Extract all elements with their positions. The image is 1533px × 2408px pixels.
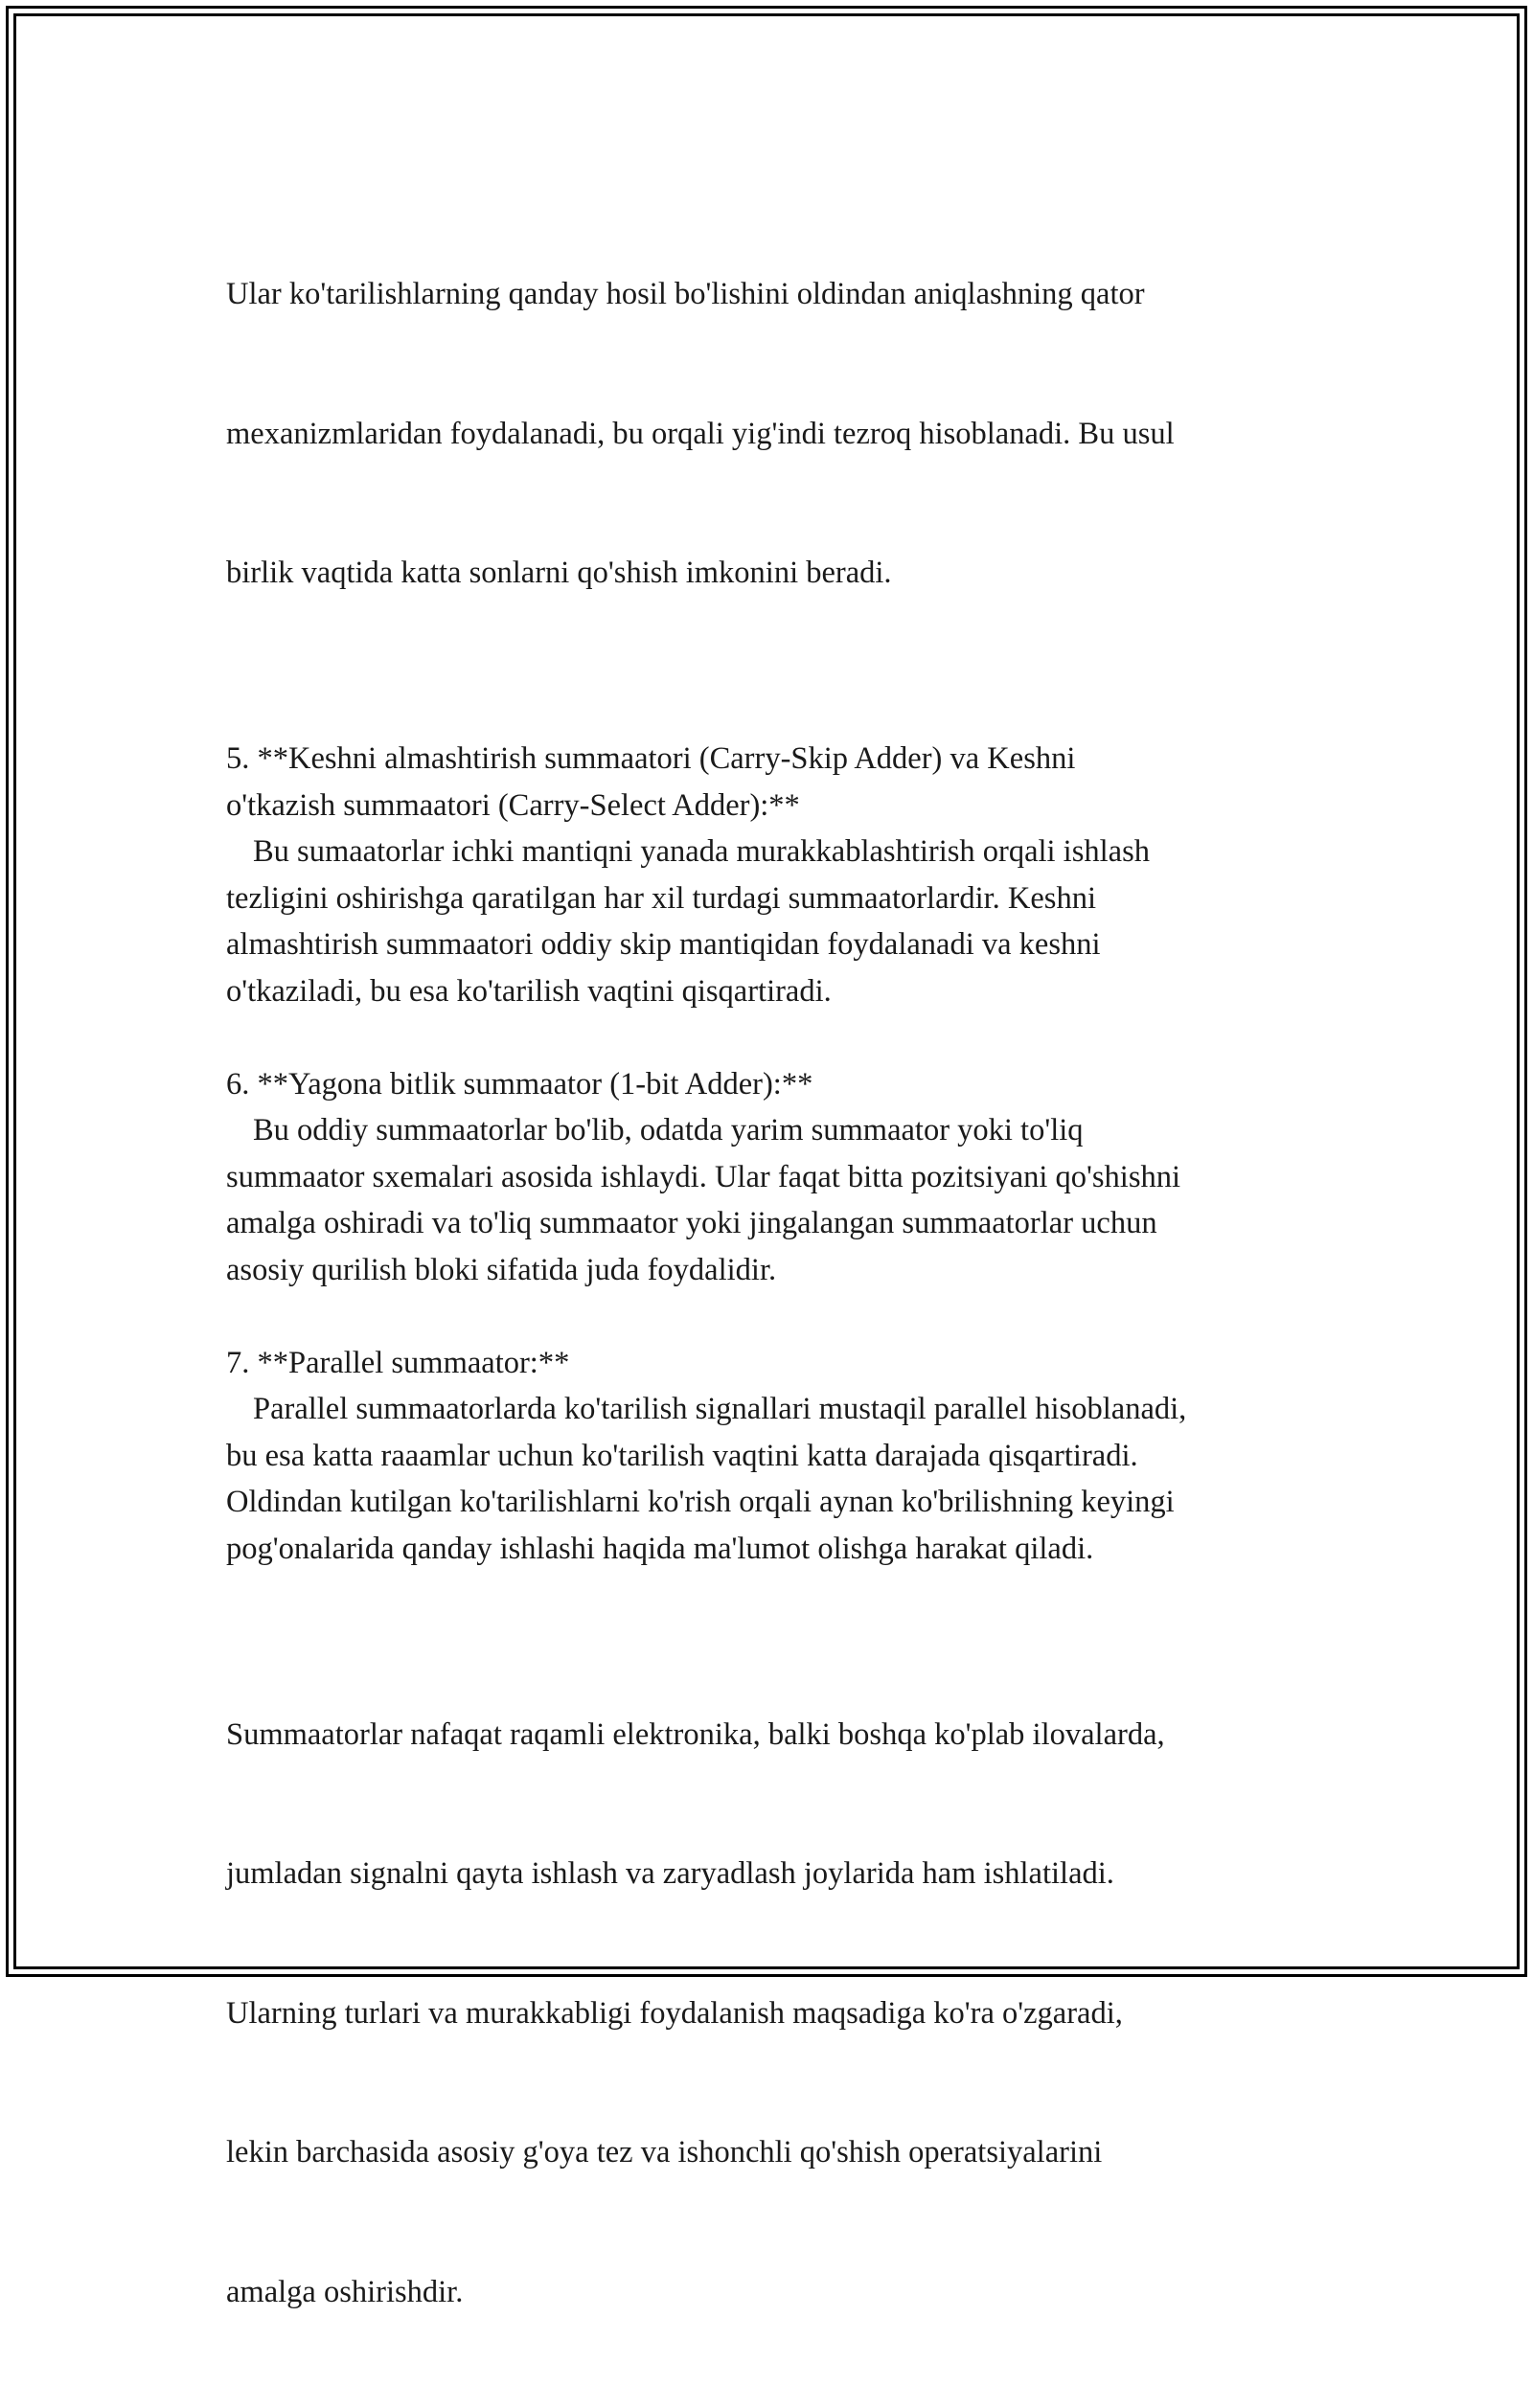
section-body-line: amalga oshiradi va to'liq summaator yoki jingalangan summaatorlar uchun (226, 1200, 1328, 1247)
section-body-line: tezligini oshirishga qaratilgan har xil turdagi summaatorlardir. Keshni (226, 875, 1328, 922)
conclusion-line: Ularning turlari va murakkabligi foydalanish maqsadiga ko'ra o'zgaradi, (226, 1990, 1328, 2037)
section-body-line: Bu sumaatorlar ichki mantiqni yanada murakkablashtirish orqali ishlash (226, 829, 1328, 875)
section-heading: 6. **Yagona bitlik summaator (1-bit Adder):** (226, 1061, 1328, 1108)
section-heading: 5. **Keshni almashtirish summaatori (Carry-Skip Adder) va Keshni (226, 736, 1328, 783)
intro-paragraph (226, 178, 1328, 690)
conclusion-paragraph (226, 1619, 1328, 2408)
conclusion-line: lekin barchasida asosiy g'oya tez va ishonchli qo'shish operatsiyalarini (226, 2129, 1328, 2176)
document-body (226, 178, 1328, 2408)
intro-line: Ular ko'tarilishlarning qanday hosil bo'lishini oldindan aniqlashning qator (226, 271, 1328, 318)
section-body-line: asosiy qurilish bloki sifatida juda foydalidir. (226, 1247, 1328, 1294)
section-body-line: o'tkaziladi, bu esa ko'tarilish vaqtini qisqartiradi. (226, 968, 1328, 1015)
paragraph-gap (226, 690, 1328, 737)
section-body-line: almashtirish summaatori oddiy skip mantiqidan foydalanadi va keshni (226, 921, 1328, 968)
conclusion-line: Summaatorlar nafaqat raqamli elektronika, balki boshqa ko'plab ilovalarda, (226, 1712, 1328, 1759)
section-body-line: Parallel summaatorlarda ko'tarilish signallari mustaqil parallel hisoblanadi, (226, 1386, 1328, 1433)
paragraph-gap (226, 1014, 1328, 1061)
section-carry-skip-adder (226, 736, 1328, 1014)
section-1bit-adder (226, 1061, 1328, 1294)
paragraph-gap (226, 1293, 1328, 1340)
section-body-line: bu esa katta raaamlar uchun ko'tarilish vaqtini katta darajada qisqartiradi. (226, 1433, 1328, 1480)
paragraph-gap (226, 1572, 1328, 1619)
section-body-line: summaator sxemalari asosida ishlaydi. Ular faqat bitta pozitsiyani qo'shishni (226, 1154, 1328, 1201)
intro-line: birlik vaqtida katta sonlarni qo'shish imkonini beradi. (226, 550, 1328, 597)
intro-line: mexanizmlaridan foydalanadi, bu orqali yig'indi tezroq hisoblanadi. Bu usul (226, 411, 1328, 458)
section-body-line: pog'onalarida qanday ishlashi haqida ma'lumot olishga harakat qiladi. (226, 1526, 1328, 1573)
section-heading: 7. **Parallel summaator:** (226, 1340, 1328, 1387)
section-body-line: Oldindan kutilgan ko'tarilishlarni ko'rish orqali aynan ko'brilishning keyingi (226, 1479, 1328, 1526)
section-body-line: Bu oddiy summaatorlar bo'lib, odatda yarim summaator yoki to'liq (226, 1107, 1328, 1154)
conclusion-line: amalga oshirishdir. (226, 2269, 1328, 2316)
section-heading: o'tkazish summaatori (Carry-Select Adder):** (226, 783, 1328, 829)
conclusion-line: jumladan signalni qayta ishlash va zaryadlash joylarida ham ishlatiladi. (226, 1851, 1328, 1897)
section-parallel-adder (226, 1340, 1328, 1573)
